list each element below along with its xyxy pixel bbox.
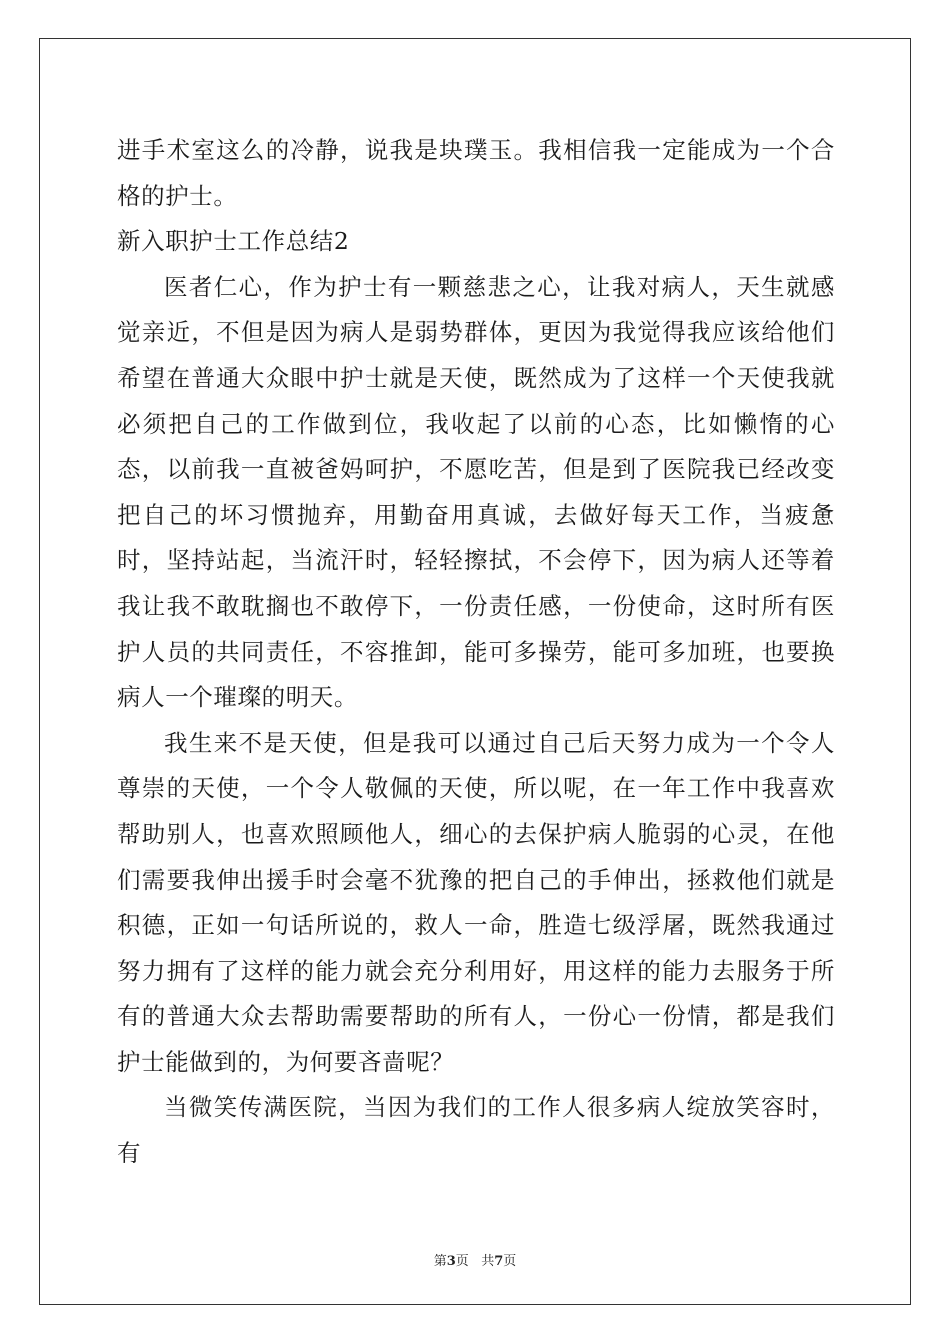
paragraph: 我生来不是天使，但是我可以通过自己后天努力成为一个令人尊崇的天使，一个令人敬佩的天使，所以呢，在一年工作中我喜欢帮助别人，也喜欢照顾他人，细心的去保护病人脆弱的心灵，在他们需要我伸出援手时会毫不犹豫的把自己的手伸出，拯救他们就是积德，正如一句话所说的，救人一命，胜造七级浮屠，既然我通过努力拥有了这样的能力就会充分利用好，用这样的能力去服务于所有的普通大众去帮助需要帮助的所有人，一份心一份情，都是我们护士能做到的，为何要吝啬呢？ — [117, 728, 835, 1076]
total-label-prefix: 共 — [481, 1254, 495, 1269]
total-label-suffix: 页 — [503, 1254, 517, 1269]
page-footer — [0, 1250, 950, 1269]
section-heading: 新入职护士工作总结2 — [117, 227, 350, 256]
page-total: 7 — [494, 1254, 504, 1269]
paragraph-continuation: 进手术室这么的冷静，说我是块璞玉。我相信我一定能成为一个合格的护士。 — [117, 136, 835, 210]
paragraph: 当微笑传满医院，当因为我们的工作人很多病人绽放笑容时，有 — [117, 1093, 835, 1168]
document-body — [117, 128, 835, 1177]
page-label-prefix: 第 — [433, 1254, 447, 1269]
page-current: 3 — [446, 1254, 456, 1269]
page-label-suffix: 页 — [455, 1254, 469, 1269]
paragraph: 医者仁心，作为护士有一颗慈悲之心，让我对病人，天生就感觉亲近，不但是因为病人是弱势群体，更因为我觉得我应该给他们希望在普通大众眼中护士就是天使，既然成为了这样一个天使我就必须把自己的工作做到位，我收起了以前的心态，比如懒惰的心态，以前我一直被爸妈呵护，不愿吃苦，但是到了医院我已经改变把自己的坏习惯抛弃，用勤奋用真诚，去做好每天工作，当疲惫时，坚持站起，当流汗时，轻轻擦拭，不会停下，因为病人还等着我让我不敢耽搁也不敢停下，一份责任感，一份使命，这时所有医护人员的共同责任，不容推卸，能可多操劳，能可多加班，也要换病人一个璀璨的明天。 — [117, 272, 835, 712]
